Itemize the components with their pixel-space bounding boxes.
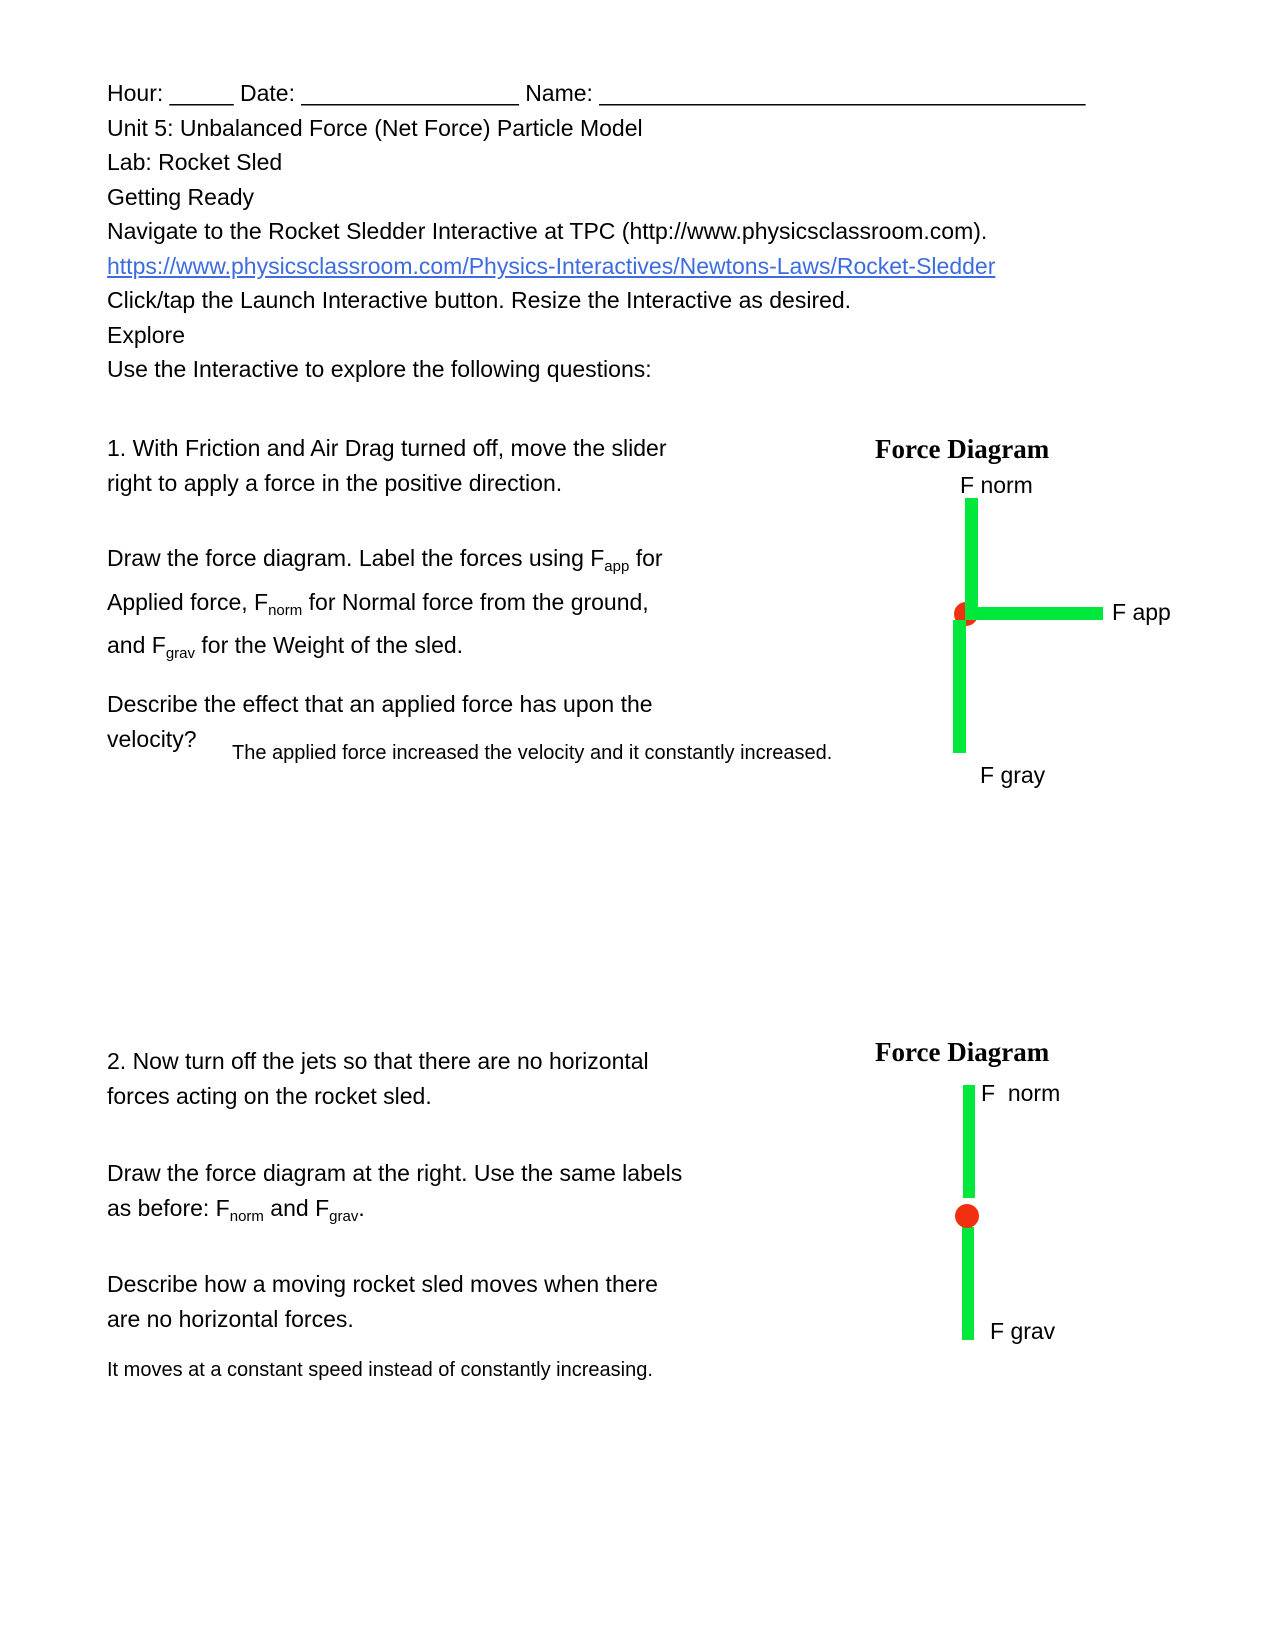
q2-describe-line2: are no horizontal forces. (107, 1305, 354, 1332)
q1-draw-text-c: Applied force, F (107, 588, 269, 615)
q2-prompt-line1: 2. Now turn off the jets so that there are no horizontal (107, 1048, 649, 1074)
q1-prompt-line2: right to apply a force in the positive direction. (107, 469, 563, 496)
subscript-app: app (604, 558, 630, 575)
fd1-fapp-arrow (970, 607, 1103, 620)
q2-describe-line1: Describe how a moving rocket sled moves when there (107, 1271, 658, 1297)
q1-prompt-line1: 1. With Friction and Air Drag turned off, move the slider (107, 435, 667, 461)
instruction-use: Use the Interactive to explore the following questions: (107, 356, 652, 382)
q1-student-answer: The applied force increased the velocity and it constantly increased. (232, 742, 833, 764)
fd1-fgray-label: F gray (980, 762, 1046, 788)
q2-draw-text-b: and F (263, 1194, 330, 1221)
section-explore: Explore (107, 321, 185, 348)
header-blanks-line: Hour: _____ Date: _________________ Name: ______________________________________ (107, 80, 1086, 106)
interactive-link[interactable]: https://www.physicsclassroom.com/Physics-Interactives/Newtons-Laws/Rocket-Sledder (107, 252, 996, 279)
q1-draw-line2 (107, 585, 663, 629)
q1-draw-line3 (107, 628, 663, 672)
subscript-norm: norm (268, 601, 303, 619)
fd2-center-dot (955, 1204, 979, 1228)
q2-prompt-line2: forces acting on the rocket sled. (107, 1082, 432, 1109)
subscript-norm-2: norm (229, 1207, 264, 1225)
fd1-fgrav-arrow (953, 620, 966, 753)
q1-draw-text-d: for Normal force from the ground, (302, 588, 649, 615)
section-getting-ready: Getting Ready (107, 183, 255, 210)
q2-student-answer: It moves at a constant speed instead of constantly increasing. (107, 1359, 653, 1381)
q1-describe-line1: Describe the effect that an applied force has upon the (107, 691, 653, 717)
fd2-fgrav-label: F grav (990, 1318, 1056, 1344)
fd2-fnorm-label: F norm (981, 1080, 1061, 1106)
subscript-grav-2: grav (329, 1207, 359, 1225)
instruction-navigate: Navigate to the Rocket Sledder Interactive at TPC (http://www.physicsclassroom.com). (107, 218, 988, 244)
fd1-fnorm-label: F norm (960, 472, 1033, 498)
fd2-fgrav-arrow (962, 1227, 974, 1340)
q1-draw-text-e: and F (107, 632, 166, 658)
unit-title: Unit 5: Unbalanced Force (Net Force) Particle Model (107, 114, 643, 141)
fd1-fnorm-arrow (965, 498, 978, 620)
instruction-launch: Click/tap the Launch Interactive button. Resize the Interactive as desired. (107, 287, 852, 313)
fd1-title: Force Diagram (875, 434, 1050, 464)
q2-draw-text-c: . (358, 1194, 365, 1221)
subscript-grav: grav (165, 645, 196, 662)
q1-draw-text-f: for the Weight of the sled. (195, 632, 464, 658)
q2-draw-line1: Draw the force diagram at the right. Use the same labels (107, 1160, 683, 1186)
q1-draw-text-a: Draw the force diagram. Label the forces using F (107, 545, 605, 571)
q2-draw-line2 (107, 1191, 682, 1235)
lab-title: Lab: Rocket Sled (107, 149, 283, 175)
q1-draw-text-b: for (629, 545, 663, 571)
fd2-title: Force Diagram (875, 1037, 1050, 1067)
q1-describe-line2: velocity? (107, 725, 197, 752)
q1-draw-line1 (107, 541, 663, 585)
q2-draw-text-a: as before: F (107, 1194, 230, 1221)
fd1-fapp-label: F app (1112, 599, 1171, 625)
fd2-fnorm-arrow (963, 1085, 975, 1198)
